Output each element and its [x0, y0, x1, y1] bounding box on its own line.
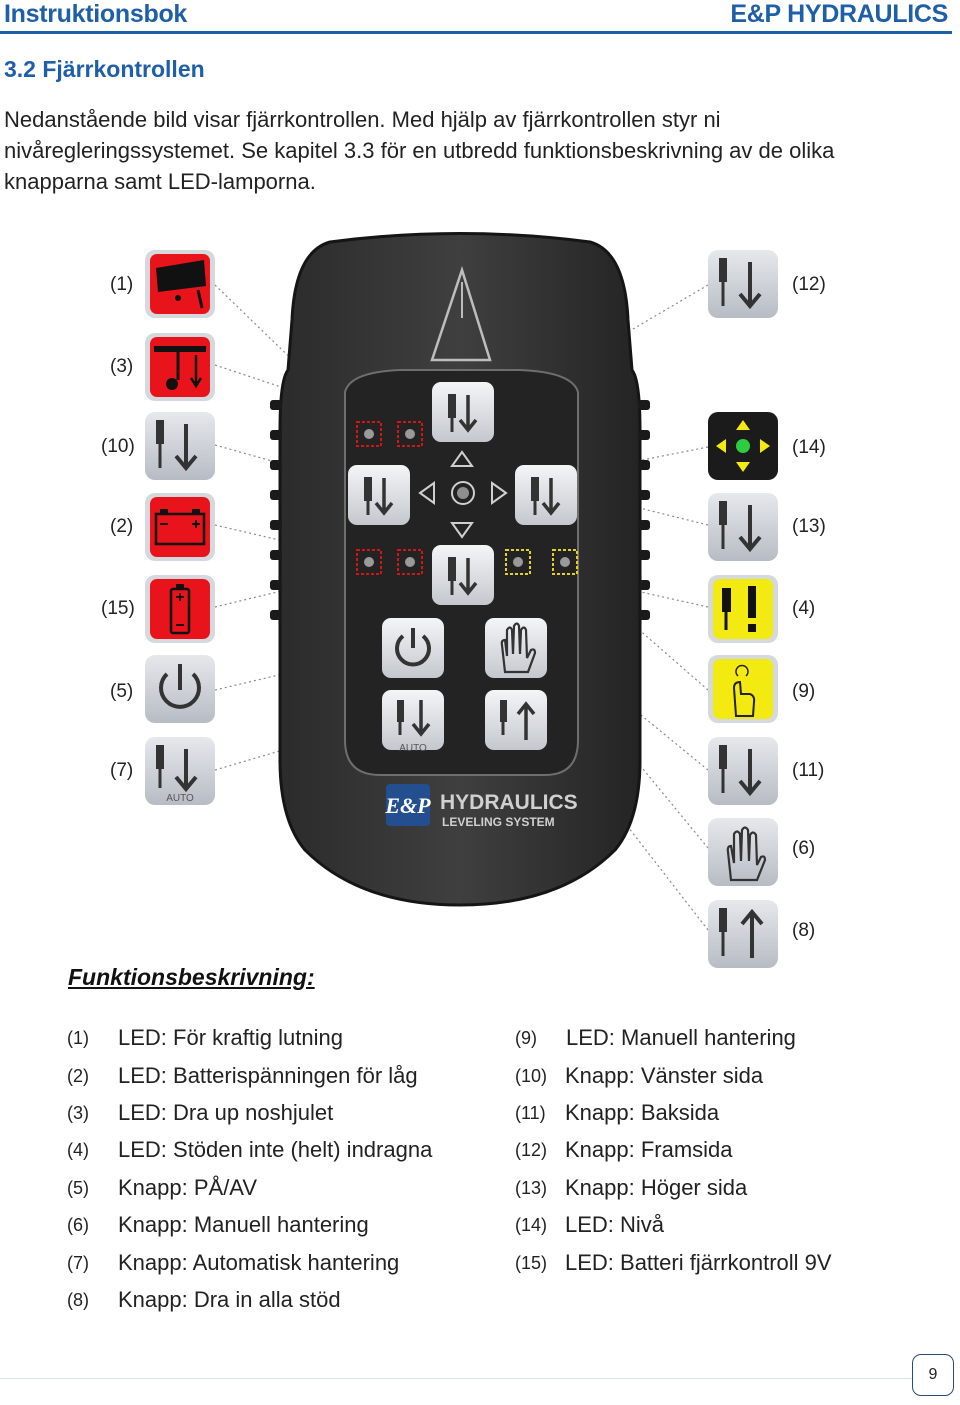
- battery-icon: [145, 493, 215, 561]
- callout-label-10: (10): [101, 436, 135, 457]
- hand-stop-icon: [708, 818, 778, 886]
- right-callout-icons: [708, 250, 778, 968]
- function-num: (3): [67, 1103, 89, 1123]
- remote-button-auto: [382, 690, 444, 754]
- function-text: Knapp: Vänster sida: [565, 1063, 764, 1088]
- callout-label-5: (5): [110, 681, 134, 702]
- remote-button-left: [348, 465, 410, 525]
- auto-icon-label: AUTO: [166, 793, 194, 804]
- document-title: Instruktionsbok: [4, 0, 188, 28]
- intro-paragraph: Nedanstående bild visar fjärrkontrollen. Med hjälp av fjärrkontrollen styr ni nivåregleringssystemet. Se kapitel 3.3 för en utbredd funktionsbeskrivning av de olika knapparna samt LED-lamporna.: [4, 107, 835, 194]
- power-icon: [145, 655, 215, 723]
- callout-label-1: (1): [110, 274, 134, 295]
- remote-button-retract: [485, 690, 547, 750]
- function-text: Knapp: Baksida: [565, 1100, 720, 1125]
- function-num: (15): [515, 1253, 548, 1273]
- battery-9v-icon: [145, 575, 215, 643]
- jack-warning-icon: [708, 575, 778, 643]
- callout-label-13: (13): [792, 516, 826, 537]
- function-text: Knapp: Automatisk hantering: [118, 1250, 400, 1275]
- jack-down-icon-13: [708, 493, 778, 561]
- function-num: (1): [67, 1028, 89, 1048]
- jack-down-icon-11: [708, 737, 778, 805]
- finger-press-icon: [708, 655, 778, 723]
- remote-button-front: [432, 382, 494, 442]
- callout-label-4: (4): [792, 598, 816, 619]
- remote-button-manual: [485, 618, 547, 678]
- function-num: (7): [67, 1253, 89, 1273]
- jack-down-icon-12: [708, 250, 778, 318]
- callout-label-11: (11): [792, 760, 825, 781]
- function-num: (4): [67, 1140, 89, 1160]
- function-num: (9): [515, 1028, 537, 1048]
- callout-label-14: (14): [792, 437, 826, 458]
- function-num: (14): [515, 1215, 548, 1235]
- jack-down-icon-10: [145, 412, 215, 480]
- function-num: (5): [67, 1178, 89, 1198]
- remote-button-power: [382, 618, 444, 678]
- logo-ep-text: E&P: [385, 793, 431, 818]
- callout-label-9: (9): [792, 681, 816, 702]
- remote-button-back: [432, 545, 494, 605]
- callout-label-8: (8): [792, 920, 816, 941]
- function-text: LED: Manuell hantering: [566, 1025, 796, 1050]
- function-num: (6): [67, 1215, 89, 1235]
- function-text: Knapp: PÅ/AV: [118, 1175, 258, 1200]
- callout-label-12: (12): [792, 274, 826, 295]
- function-text: LED: Batterispänningen för låg: [118, 1063, 418, 1088]
- function-text: LED: Batteri fjärrkontroll 9V: [565, 1250, 832, 1275]
- level-arrows-icon: [708, 412, 778, 480]
- logo-leveling-text: LEVELING SYSTEM: [442, 815, 555, 829]
- function-text: LED: Dra up noshjulet: [118, 1100, 334, 1125]
- tilt-warning-icon: [145, 250, 215, 318]
- function-text: Knapp: Höger sida: [565, 1175, 748, 1200]
- function-num: (8): [67, 1290, 89, 1310]
- function-text: LED: För kraftig lutning: [118, 1025, 343, 1050]
- left-callout-icons: [145, 250, 215, 805]
- section-title: 3.2 Fjärrkontrollen: [4, 56, 205, 82]
- footer-rule: [0, 1378, 920, 1379]
- callout-label-15: (15): [101, 598, 135, 619]
- nose-wheel-icon: [145, 333, 215, 401]
- page-number: 9: [912, 1354, 954, 1396]
- remote-button-right: [515, 465, 577, 525]
- brand-name: E&P HYDRAULICS: [730, 0, 948, 28]
- callout-label-2: (2): [110, 516, 134, 537]
- function-text: LED: Nivå: [565, 1212, 665, 1237]
- function-num: (12): [515, 1140, 548, 1160]
- callout-label-7: (7): [110, 760, 134, 781]
- function-num: (13): [515, 1178, 548, 1198]
- function-title: Funktionsbeskrivning:: [68, 964, 315, 990]
- function-num: (11): [515, 1103, 546, 1123]
- function-text: Knapp: Dra in alla stöd: [118, 1287, 341, 1312]
- callout-label-6: (6): [792, 838, 816, 859]
- function-text: Knapp: Framsida: [565, 1137, 733, 1162]
- remote-logo: [384, 784, 577, 829]
- function-num: (2): [67, 1066, 89, 1086]
- function-num: (10): [515, 1066, 548, 1086]
- retract-all-icon: [708, 900, 778, 968]
- function-text: LED: Stöden inte (helt) indragna: [118, 1137, 433, 1162]
- logo-hydraulics-text: HYDRAULICS: [440, 791, 578, 814]
- callout-label-3: (3): [110, 356, 134, 377]
- auto-jacks-icon: [145, 737, 215, 805]
- function-text: Knapp: Manuell hantering: [118, 1212, 369, 1237]
- remote-auto-label: AUTO: [399, 743, 427, 754]
